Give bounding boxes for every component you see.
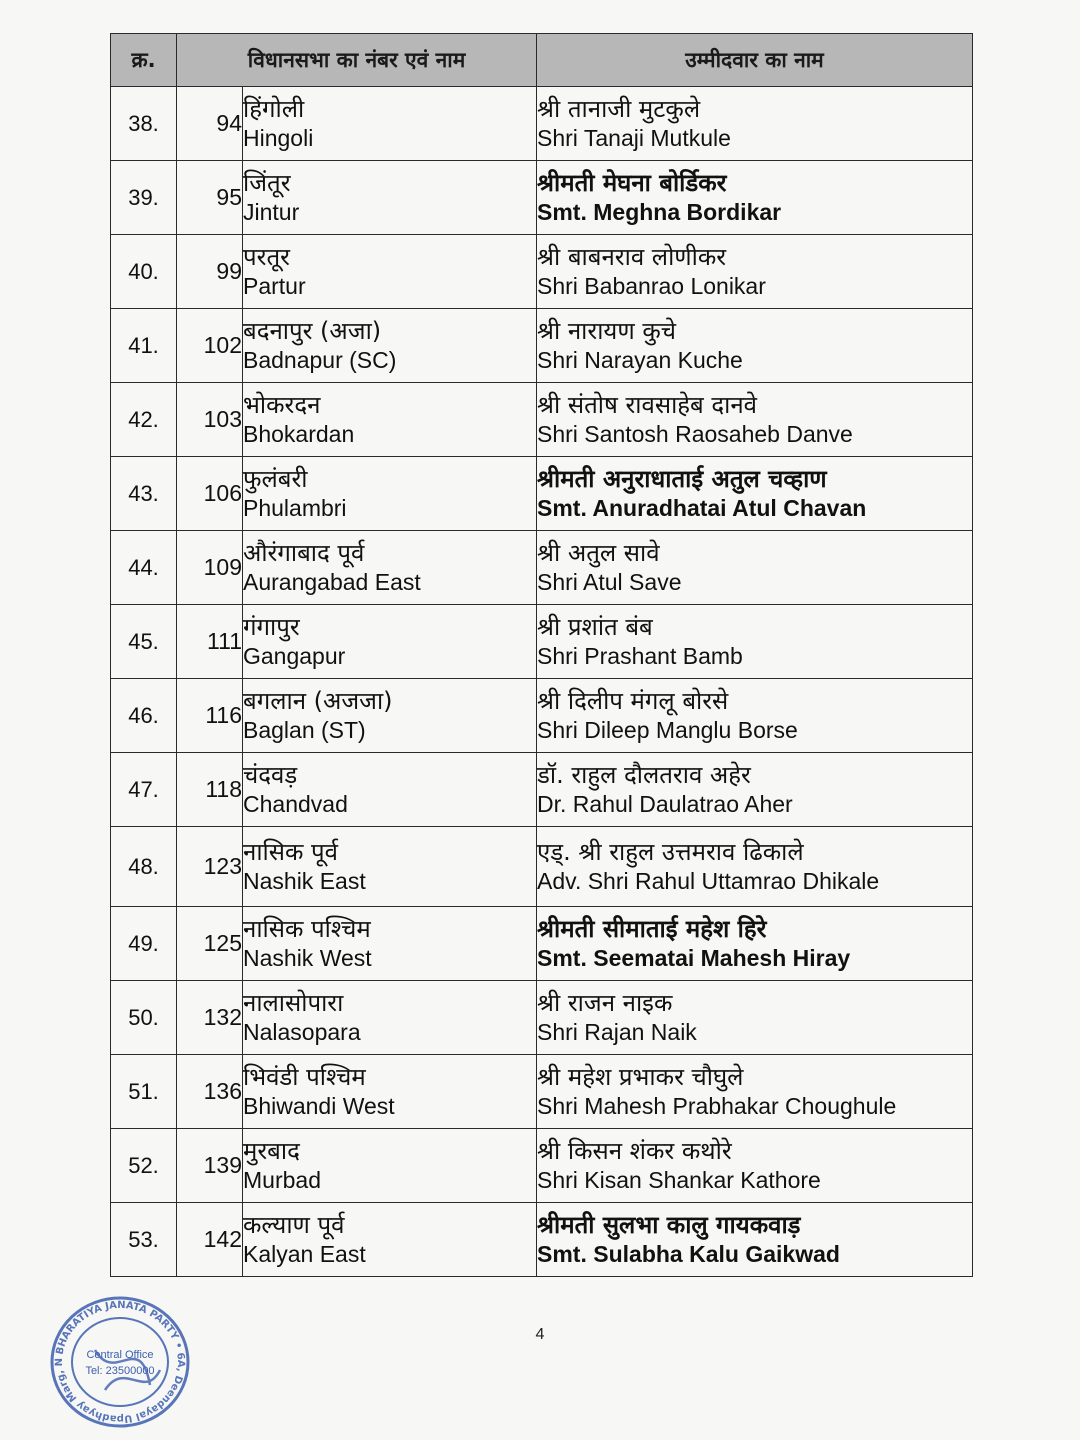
- constituency-name-hindi: परतूर: [243, 242, 290, 271]
- candidate-name-hindi: श्री संतोष रावसाहेब दानवे: [537, 390, 757, 419]
- table-row: [111, 1129, 973, 1203]
- constituency-name-english: Jintur: [243, 199, 300, 226]
- header-serial: क्र.: [111, 34, 177, 87]
- constituency-number-cell: 103: [177, 383, 243, 457]
- candidate-name-english: Shri Kisan Shankar Kathore: [537, 1167, 821, 1194]
- candidate-name-english: Shri Dileep Manglu Borse: [537, 717, 798, 744]
- candidate-name-cell: [537, 753, 973, 827]
- candidate-name-hindi: श्री दिलीप मंगलू बोरसे: [537, 686, 729, 715]
- candidate-name-hindi: श्री अतुल सावे: [537, 538, 660, 567]
- table-row: [111, 907, 973, 981]
- table-row: [111, 981, 973, 1055]
- constituency-number-cell: 125: [177, 907, 243, 981]
- candidate-name-cell: [537, 235, 973, 309]
- table-row: [111, 87, 973, 161]
- candidate-name-cell: [537, 1129, 973, 1203]
- constituency-number-cell: 111: [177, 605, 243, 679]
- serial-number-cell: 40.: [111, 235, 177, 309]
- candidate-name-hindi: श्रीमती अनुराधाताई अतुल चव्हाण: [537, 464, 827, 493]
- candidate-name-hindi: श्री राजन नाइक: [537, 988, 673, 1017]
- candidate-name-english: Shri Prashant Bamb: [537, 643, 743, 670]
- table-row: [111, 309, 973, 383]
- constituency-name-english: Partur: [243, 273, 306, 300]
- constituency-name-cell: [243, 981, 537, 1055]
- constituency-name-cell: [243, 679, 537, 753]
- candidate-name-cell: [537, 309, 973, 383]
- table-header-row: [111, 34, 973, 87]
- candidate-name-english: Smt. Seematai Mahesh Hiray: [537, 945, 851, 972]
- constituency-name-cell: [243, 457, 537, 531]
- serial-number-cell: 47.: [111, 753, 177, 827]
- candidate-name-english: Shri Rajan Naik: [537, 1019, 697, 1046]
- candidate-name-cell: [537, 605, 973, 679]
- candidate-name-cell: [537, 679, 973, 753]
- constituency-name-english: Bhokardan: [243, 421, 355, 448]
- serial-number-cell: 53.: [111, 1203, 177, 1277]
- candidate-name-hindi: श्रीमती मेघना बोर्डिकर: [537, 168, 727, 197]
- table-row: [111, 161, 973, 235]
- candidate-name-english: Shri Tanaji Mutkule: [537, 125, 731, 152]
- candidate-name-cell: [537, 827, 973, 907]
- candidate-name-english: Dr. Rahul Daulatrao Aher: [537, 791, 793, 818]
- candidate-name-cell: [537, 1203, 973, 1277]
- candidate-name-cell: [537, 531, 973, 605]
- constituency-name-hindi: औरंगाबाद पूर्व: [243, 538, 365, 567]
- constituency-name-cell: [243, 87, 537, 161]
- serial-number-cell: 49.: [111, 907, 177, 981]
- header-candidate: उम्मीदवार का नाम: [537, 34, 973, 87]
- constituency-name-cell: [243, 907, 537, 981]
- constituency-name-english: Nashik West: [243, 945, 372, 972]
- constituency-number-cell: 139: [177, 1129, 243, 1203]
- candidate-name-english: Smt. Sulabha Kalu Gaikwad: [537, 1241, 840, 1268]
- page-number: 4: [535, 1326, 545, 1343]
- constituency-name-english: Murbad: [243, 1167, 321, 1194]
- constituency-name-hindi: नालासोपारा: [243, 988, 344, 1017]
- constituency-name-hindi: नासिक पश्चिम: [243, 914, 371, 943]
- candidate-name-english: Shri Santosh Raosaheb Danve: [537, 421, 853, 448]
- constituency-number-cell: 123: [177, 827, 243, 907]
- serial-number-cell: 50.: [111, 981, 177, 1055]
- candidate-name-english: Adv. Shri Rahul Uttamrao Dhikale: [537, 868, 880, 895]
- constituency-number-cell: 136: [177, 1055, 243, 1129]
- serial-number-cell: 38.: [111, 87, 177, 161]
- serial-number-cell: 44.: [111, 531, 177, 605]
- constituency-name-hindi: भिवंडी पश्चिम: [243, 1062, 366, 1091]
- candidate-name-hindi: श्री महेश प्रभाकर चौघुले: [537, 1062, 744, 1091]
- candidate-name-english: Shri Narayan Kuche: [537, 347, 743, 374]
- candidate-name-hindi: डॉ. राहुल दौलतराव अहेर: [537, 760, 751, 789]
- constituency-number-cell: 94: [177, 87, 243, 161]
- serial-number-cell: 43.: [111, 457, 177, 531]
- party-seal-stamp: [45, 1290, 195, 1430]
- candidate-name-hindi: श्री बाबनराव लोणीकर: [537, 242, 727, 271]
- constituency-number-cell: 99: [177, 235, 243, 309]
- constituency-name-cell: [243, 605, 537, 679]
- candidate-name-hindi: श्री तानाजी मुटकुले: [537, 94, 701, 123]
- constituency-name-cell: [243, 1203, 537, 1277]
- svg-text:Central Office: Central Office: [86, 1349, 154, 1361]
- constituency-number-cell: 118: [177, 753, 243, 827]
- candidate-list-table: [110, 33, 973, 1277]
- table-row: [111, 457, 973, 531]
- candidate-name-english: Smt. Anuradhatai Atul Chavan: [537, 495, 867, 522]
- constituency-name-english: Kalyan East: [243, 1241, 366, 1268]
- serial-number-cell: 51.: [111, 1055, 177, 1129]
- serial-number-cell: 41.: [111, 309, 177, 383]
- constituency-name-english: Baglan (ST): [243, 717, 366, 744]
- candidate-name-cell: [537, 161, 973, 235]
- table-row: [111, 1203, 973, 1277]
- constituency-name-hindi: बगलान (अजजा): [243, 686, 393, 715]
- constituency-name-english: Chandvad: [243, 791, 348, 818]
- constituency-name-english: Badnapur (SC): [243, 347, 397, 374]
- constituency-name-hindi: भोकरदन: [243, 390, 321, 419]
- table-body: [111, 87, 973, 1277]
- table-row: [111, 235, 973, 309]
- serial-number-cell: 52.: [111, 1129, 177, 1203]
- constituency-number-cell: 102: [177, 309, 243, 383]
- candidate-name-english: Shri Babanrao Lonikar: [537, 273, 766, 300]
- table-row: [111, 605, 973, 679]
- candidate-name-cell: [537, 1055, 973, 1129]
- constituency-name-english: Bhiwandi West: [243, 1093, 395, 1120]
- serial-number-cell: 42.: [111, 383, 177, 457]
- constituency-number-cell: 95: [177, 161, 243, 235]
- constituency-name-english: Nalasopara: [243, 1019, 361, 1046]
- constituency-name-cell: [243, 827, 537, 907]
- table-row: [111, 383, 973, 457]
- table-row: [111, 531, 973, 605]
- candidate-name-hindi: श्री किसन शंकर कथोरे: [537, 1136, 732, 1165]
- candidate-name-hindi: श्रीमती सीमाताई महेश हिरे: [537, 914, 767, 943]
- candidate-name-hindi: श्रीमती सुलभा कालु गायकवाड़: [537, 1210, 801, 1239]
- constituency-name-english: Phulambri: [243, 495, 347, 522]
- candidate-name-cell: [537, 457, 973, 531]
- constituency-name-hindi: बदनापुर (अजा): [243, 316, 382, 345]
- constituency-name-hindi: हिंगोली: [243, 94, 305, 123]
- serial-number-cell: 48.: [111, 827, 177, 907]
- candidate-name-hindi: श्री प्रशांत बंब: [537, 612, 653, 641]
- candidate-name-cell: [537, 383, 973, 457]
- constituency-name-cell: [243, 309, 537, 383]
- candidate-name-cell: [537, 907, 973, 981]
- serial-number-cell: 45.: [111, 605, 177, 679]
- constituency-name-english: Aurangabad East: [243, 569, 421, 596]
- constituency-name-english: Gangapur: [243, 643, 346, 670]
- constituency-name-hindi: मुरबाद: [243, 1136, 300, 1165]
- constituency-name-cell: [243, 753, 537, 827]
- constituency-name-cell: [243, 235, 537, 309]
- constituency-name-cell: [243, 383, 537, 457]
- serial-number-cell: 46.: [111, 679, 177, 753]
- constituency-name-english: Hingoli: [243, 125, 314, 152]
- constituency-number-cell: 116: [177, 679, 243, 753]
- candidate-name-hindi: श्री नारायण कुचे: [537, 316, 676, 345]
- table-row: [111, 1055, 973, 1129]
- constituency-name-cell: [243, 161, 537, 235]
- candidate-name-english: Smt. Meghna Bordikar: [537, 199, 782, 226]
- svg-text:BHARATIYA JANATA PARTY • 6A, D: BHARATIYA JANATA PARTY • 6A, Deendayal Upadhyay Marg, N: [53, 1299, 187, 1425]
- serial-number-cell: 39.: [111, 161, 177, 235]
- candidate-name-cell: [537, 981, 973, 1055]
- table-row: [111, 827, 973, 907]
- header-constituency: विधानसभा का नंबर एवं नाम: [177, 34, 537, 87]
- constituency-name-hindi: गंगापुर: [243, 612, 300, 641]
- candidate-name-hindi: एड्. श्री राहुल उत्तमराव ढिकाले: [537, 837, 804, 866]
- table-row: [111, 679, 973, 753]
- svg-text:Tel: 23500000: Tel: 23500000: [85, 1365, 155, 1377]
- constituency-name-cell: [243, 1055, 537, 1129]
- constituency-name-hindi: चंदवड़: [243, 760, 298, 789]
- table-row: [111, 753, 973, 827]
- candidate-name-english: Shri Mahesh Prabhakar Choughule: [537, 1093, 897, 1120]
- constituency-name-cell: [243, 531, 537, 605]
- constituency-number-cell: 106: [177, 457, 243, 531]
- candidate-name-english: Shri Atul Save: [537, 569, 682, 596]
- constituency-name-hindi: फुलंबरी: [243, 464, 308, 493]
- constituency-name-hindi: नासिक पूर्व: [243, 837, 339, 866]
- constituency-name-hindi: जिंतूर: [243, 168, 291, 197]
- constituency-name-cell: [243, 1129, 537, 1203]
- constituency-number-cell: 109: [177, 531, 243, 605]
- constituency-name-hindi: कल्याण पूर्व: [243, 1210, 345, 1239]
- constituency-name-english: Nashik East: [243, 868, 366, 895]
- constituency-number-cell: 142: [177, 1203, 243, 1277]
- constituency-number-cell: 132: [177, 981, 243, 1055]
- candidate-name-cell: [537, 87, 973, 161]
